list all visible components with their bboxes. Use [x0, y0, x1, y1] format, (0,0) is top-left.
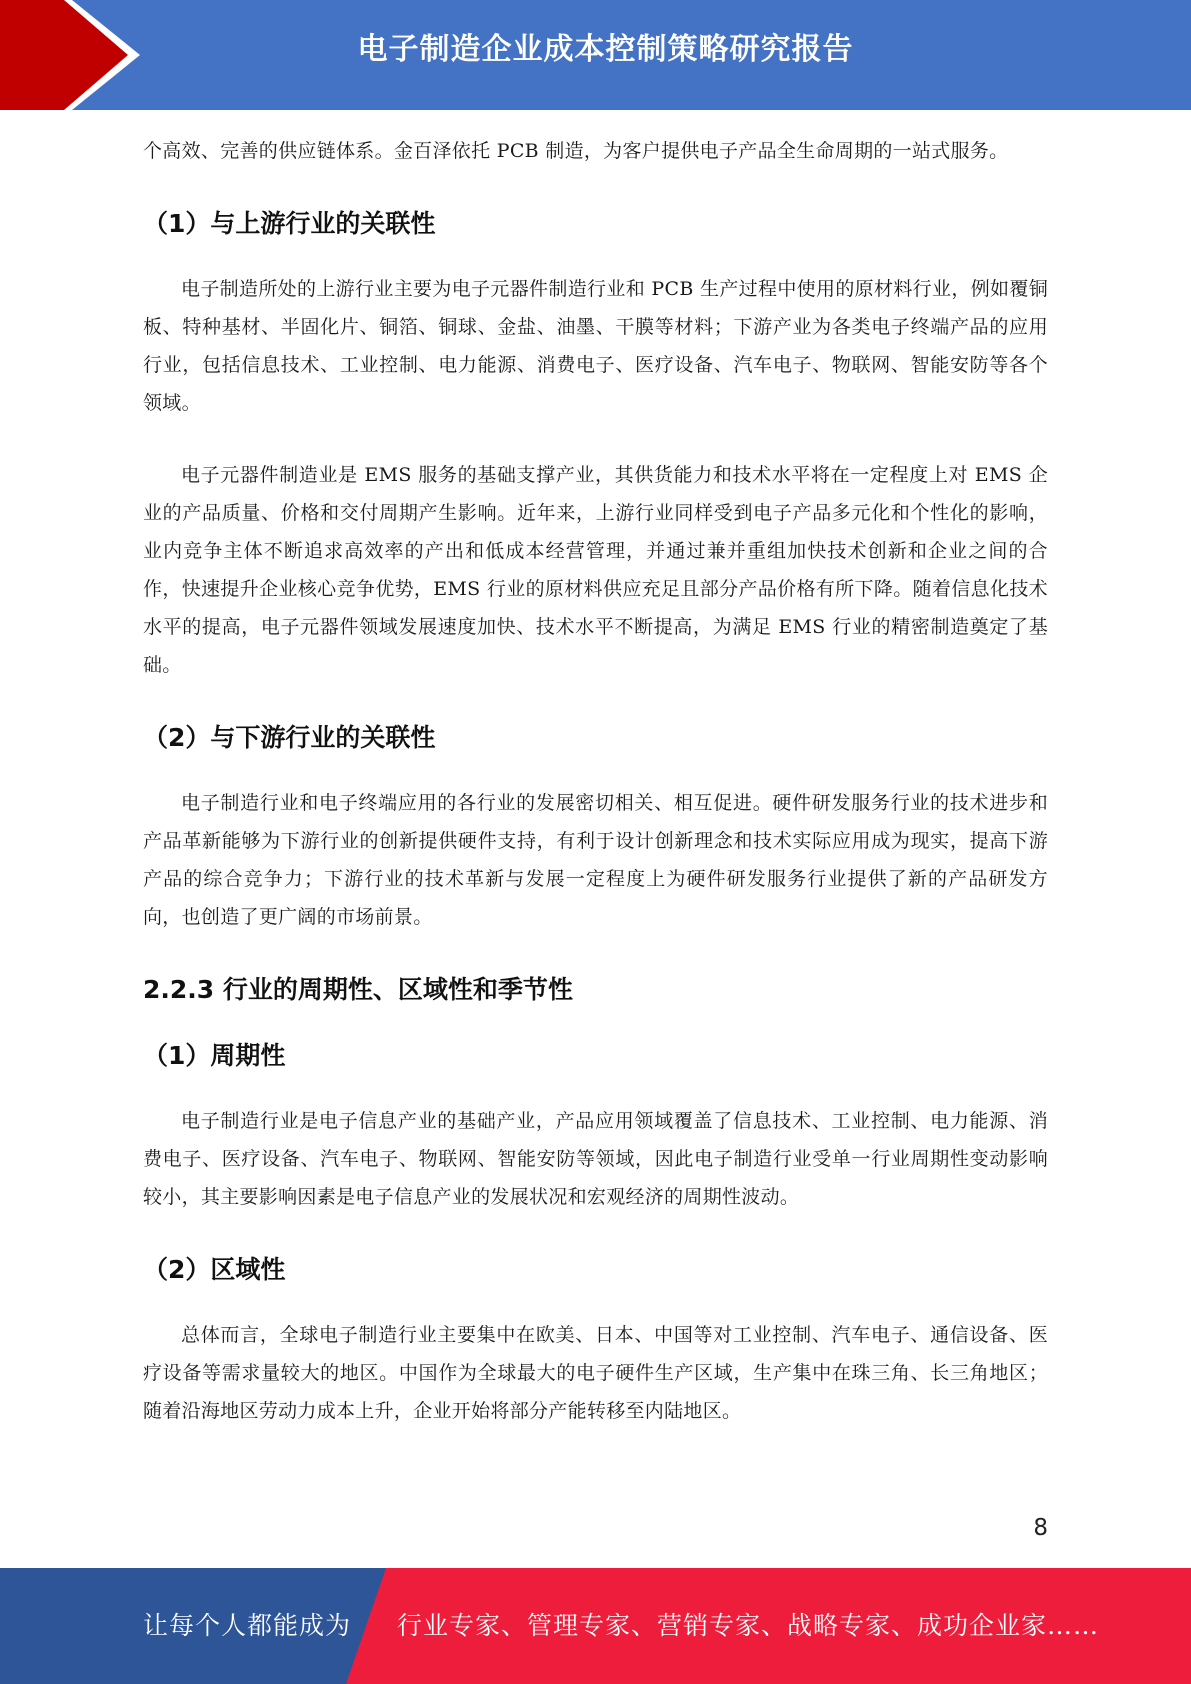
paragraph-regional: 总体而言，全球电子制造行业主要集中在欧美、日本、中国等对工业控制、汽车电子、通信设备、医疗设备等需求量较大的地区。中国作为全球最大的电子硬件生产区域，生产集中在珠三角、长三角地区；随着沿海地区劳动力成本上升，企业开始将部分产能转移至内陆地区。 [143, 1324, 1048, 1422]
footer-banner [0, 1568, 1191, 1684]
heading-regional: （2）区域性 [143, 1255, 286, 1284]
intro-paragraph: 个高效、完善的供应链体系。金百泽依托 PCB 制造，为客户提供电子产品全生命周期的一站式服务。 [143, 140, 1009, 162]
section-heading: 2.2.3 行业的周期性、区域性和季节性 [143, 975, 573, 1004]
heading-upstream: （1）与上游行业的关联性 [143, 209, 436, 238]
page-number: 8 [1033, 1515, 1048, 1541]
report-title: 电子制造企业成本控制策略研究报告 [357, 32, 854, 67]
paragraph-downstream: 电子制造行业和电子终端应用的各行业的发展密切相关、相互促进。硬件研发服务行业的技术进步和产品革新能够为下游行业的创新提供硬件支持，有利于设计创新理念和技术实际应用成为现实，提高下游产品的综合竞争力；下游行业的技术革新与发展一定程度上为硬件研发服务行业提供了新的产品研发方向，也创造了更广阔的市场前景。 [143, 792, 1048, 928]
document-body [143, 132, 1048, 1430]
footer-slogan-right: 行业专家、管理专家、营销专家、战略专家、成功企业家…… [397, 1611, 1100, 1640]
heading-downstream: （2）与下游行业的关联性 [143, 723, 436, 752]
header-banner [0, 0, 1191, 110]
paragraph-upstream-1: 电子制造所处的上游行业主要为电子元器件制造行业和 PCB 生产过程中使用的原材料行业，例如覆铜板、特种基材、半固化片、铜箔、铜球、金盐、油墨、干膜等材料；下游产业为各类电子终端产品的应用行业，包括信息技术、工业控制、电力能源、消费电子、医疗设备、汽车电子、物联网、智能安防等各个领域。 [143, 278, 1048, 414]
paragraph-upstream-2: 电子元器件制造业是 EMS 服务的基础支撑产业，其供货能力和技术水平将在一定程度上对 EMS 企业的产品质量、价格和交付周期产生影响。近年来，上游行业同样受到电子产品多元化和个性化的影响，业内竞争主体不断追求高效率的产出和低成本经营管理，并通过兼并重组加快技术创新和企业之间的合作，快速提升企业核心竞争优势，EMS 行业的原材料供应充足且部分产品价格有所下降。随着信息化技术水平的提高，电子元器件领域发展速度加快、技术水平不断提高，为满足 EMS 行业的精密制造奠定了基础。 [143, 464, 1048, 676]
heading-cyclical: （1）周期性 [143, 1041, 286, 1070]
paragraph-cyclical: 电子制造行业是电子信息产业的基础产业，产品应用领域覆盖了信息技术、工业控制、电力能源、消费电子、医疗设备、汽车电子、物联网、智能安防等领域，因此电子制造行业受单一行业周期性变动影响较小，其主要影响因素是电子信息产业的发展状况和宏观经济的周期性波动。 [143, 1110, 1048, 1208]
footer-slogan-left: 让每个人都能成为 [143, 1611, 352, 1640]
